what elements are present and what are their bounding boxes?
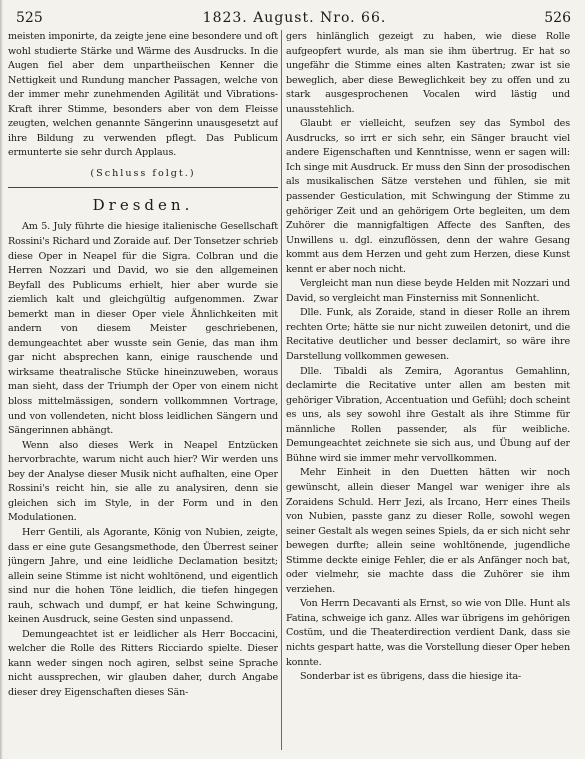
paragraph: Vergleicht man nun diese beyde Helden mit Nozzari und David, so vergleicht man Finsterniss mit Sonnenlicht. [286, 278, 570, 304]
paragraph: Dlle. Funk, als Zoraide, stand in dieser Rolle an ihrem rechten Orte; hätte sie nur nicht zuweilen detonirt, und die Recitative deutlicher und besser declamirt, so wäre ihre Darstellung vollkommen gewesen. [286, 307, 570, 363]
paragraph: Sonderbar ist es übrigens, dass die hiesige ita- [300, 671, 522, 683]
continuation-note: (Schluss folgt.) [90, 167, 196, 179]
paragraph: Demungeachtet ist er leidlicher als Herr Boccacini, welcher die Rolle des Ritters Ricciardo spielte. Dieser kann weder singen noch agiren, selbst seine Sprache nicht aussprechen, wir glauben daher, durch Angabe dieser drey Eigenschaften dieses Sän- [8, 628, 278, 698]
column-rule [281, 30, 282, 750]
paragraph: Herr Gentili, als Agorante, König von Nubien, zeigte, dass er eine gute Gesangsmethode, den Überrest seiner jüngern Jahre, und eine leidliche Declamation besitzt; allein seine Stimme ist nicht wohltönend, und eigentlich sind nur die hohen Töne leidlich, die tiefen hingegen rauh, schwach und dumpf, er hat keine Schwingung, keinen Ausdruck, seine Gesten sind unpassend. [8, 526, 278, 626]
paragraph: Wenn also dieses Werk in Neapel Entzücken hervorbrachte, warum nicht auch hier? Wir werden uns bey der Analyse dieser Musik nicht aufhalten, eine Oper Rossini's reicht hin, sie alle zu analysiren, denn sie gleichen sich im Style, in der Form und in den Modulationen. [8, 439, 278, 524]
paragraph: Dlle. Tibaldi als Zemira, Agorantus Gemahlinn, declamirte die Recitative unter allen am besten mit gehöriger Vibration, Accentuation und Gefühl; doch scheint es uns, als sey sowohl ihre Gestalt als ihre Stimme für männliche Rollen passender, als für weibliche. Demungeachtet zeichnete sie sich aus, und Übung auf der Bühne wird sie immer mehr vervollkommen. [286, 365, 570, 464]
page-number-right: 526 [544, 10, 571, 26]
paragraph: Am 5. July führte die hiesige italienische Gesellschaft Rossini's Richard und Zoraide auf. Der Tonsetzer schrieb diese Oper in Neapel für die Sigra. Colbran und die Herren Nozzari und David, wo sie den allgemeinen Beyfall des Publicums erhielt, hier aber wurde sie ziemlich kalt und gleichgültig aufgenommen. Zwar bemerkt man in dieser Oper viele Ähnlichkeiten mit andern von diesem Meister geschriebenen, demungeachtet aber wusste sein Genie, das man ihm gar nicht absprechen kann, einige rauschende und wirksame theatralische Stücke hineinzuweben, woraus man sieht, dass der Triumph der Oper von einem nicht bloss mittelmässigen, sondern vollkommnen Vortrage, und von vollendeten, nicht bloss leidlichen Sängern und Sängerinnen abhängt. [8, 221, 278, 437]
section-heading: Dresden. [92, 196, 194, 215]
section-divider [8, 187, 278, 188]
paragraph: Glaubt er vielleicht, seufzen sey das Symbol des Ausdrucks, so irrt er sich sehr, ein Sänger braucht viel andere Eigenschaften und Kenntnisse, wenn er sagen will: Ich singe mit Ausdruck. Er muss den Sinn der prosodischen als musikalischen Sätze verstehen und fühlen, sie mit passender Gesticulation, mit Schwingung der Stimme zu gehöriger Zeit und an gehörigem Orte begleiten, um dem Zuhörer die mannigfaltigen Affecte des Sanften, des Unwillens u. dgl. einzuflössen, denn der wahre Gesang kommt aus dem Herzen und geht zum Herzen, diese Kunst kennt er aber noch nicht. [286, 118, 570, 275]
paragraph: Mehr Einheit in den Duetten hätten wir noch gewünscht, allein dieser Mangel war weniger ihre als Zoraidens Schuld. Herr Jezi, als Ircano, Herr eines Theils von Nubien, passte ganz zu dieser Rolle, sowohl wegen seiner Gestalt als wegen seines Spiels, da er sich nicht sehr bewegen durfte; allein seine wohltönende, jugendliche Stimme deckte einige Fehler, die er als Anfänger noch bat, oder vielmehr, sie machte dass die Zuhörer sie ihm verziehen. [286, 467, 570, 595]
paragraph: gers hinlänglich gezeigt zu haben, wie diese Rolle aufgeopfert wurde, als man sie ihm übertrug. Er hat so ungefähr die Stimme eines alten Kastraten; zwar ist sie beweglich, aber diese Beweglichkeit bey zu offen und zu stark ausgesprochenen Vocalen wird lästig und unausstehlich. [286, 31, 570, 115]
page-number-left: 525 [16, 10, 43, 26]
running-head: 1823. August. Nro. 66. [202, 10, 387, 26]
right-column [286, 30, 570, 746]
left-column [8, 30, 278, 746]
page-header [14, 10, 575, 32]
paragraph: Von Herrn Decavanti als Ernst, so wie von Dlle. Hunt als Fatina, schweige ich ganz. Alles war übrigens im gehörigen Costüm, und die Theaterdirection verdient Dank, dass sie nichts gespart hatte, was die Vorstellung dieser Oper heben konnte. [286, 598, 570, 668]
intro-paragraph: meisten imponirte, da zeigte jene eine besondere und oft wohl studierte Stärke und Wärme des Ausdrucks. In die Augen fiel aber dem unpartheiischen Kenner die Nettigkeit und Rundung mancher Passagen, welche von der immer mehr zunehmenden Agilität und Vibrations-Kraft ihrer Stimme, besonders aber von dem Fleisse zeugten, welchen genannte Sängerinn unausgesetzt auf ihre Bildung zu verwenden pflegt. Das Publicum ermunterte sie sehr durch Applaus. [8, 31, 278, 159]
